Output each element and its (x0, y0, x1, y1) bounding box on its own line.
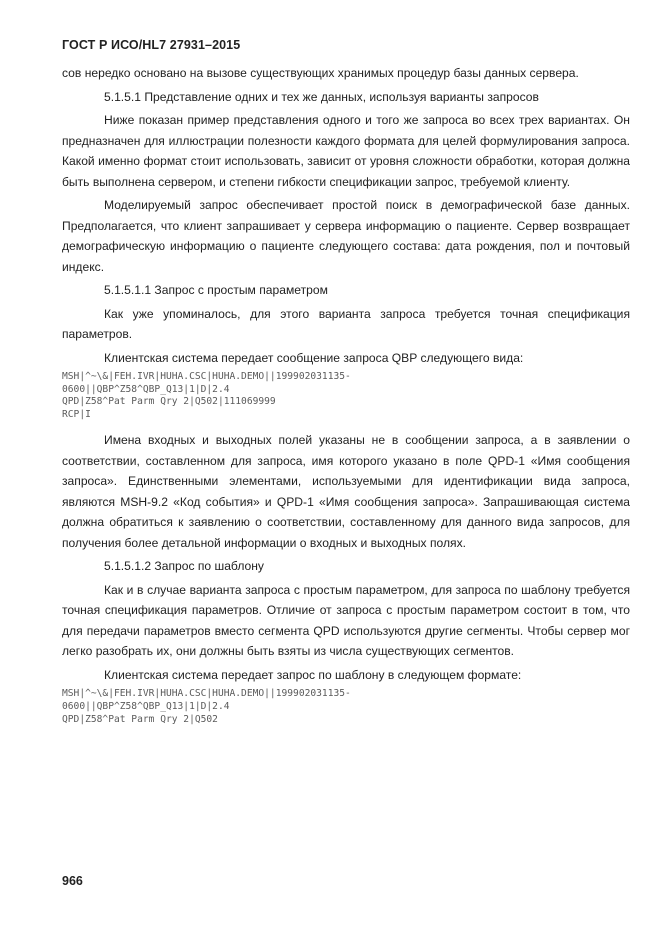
code-block-qbp-message: MSH|^~\&|FEH.IVR|HUHA.CSC|HUHA.DEMO||199902031135- 0600||QBP^Z58^QBP_Q13|1|D|2.4 QPD|Z58^Pat Parm Qry 2|Q502|111069999 RCP|I (62, 371, 351, 420)
section-heading-5-1-5-1-2: 5.1.5.1.2 Запрос по шаблону (104, 559, 264, 574)
paragraph-qbp-intro: Клиентская система передает сообщение запроса QBP следующего вида: (104, 350, 524, 365)
section-heading-5-1-5-1-1: 5.1.5.1.1 Запрос с простым параметром (104, 283, 328, 297)
paragraph-field-names: Имена входных и выходных полей указаны не в сообщении запроса, а в заявлении о соответствии, составленном для запроса, имя которого указано в поле QPD-1 «Имя сообщения запроса». Единственными элементами, используемыми для идентификации вида запроса, являются MSH-9.2 «Код события» и QPD-1 «Имя сообщения запроса». Запрашивающая система должна обратиться к заявлению о соответствии, составленному для данного вида запросов, для получения более детальной информации о входных и выходных полях. (62, 433, 630, 550)
paragraph-continuation: сов нередко основано на вызове существующих хранимых процедур базы данных сервера. (62, 66, 579, 80)
paragraph-template-intro: Клиентская система передает запрос по шаблону в следующем формате: (104, 667, 522, 682)
document-body (62, 63, 630, 735)
section-heading-5-1-5-1: 5.1.5.1 Представление одних и тех же данных, используя варианты запросов (104, 89, 539, 104)
page-number: 966 (62, 874, 83, 888)
document-header: ГОСТ Р ИСО/HL7 27931–2015 (62, 38, 241, 52)
code-block-template-message: MSH|^~\&|FEH.IVR|HUHA.CSC|HUHA.DEMO||199902031135- 0600||QBP^Z58^QBP_Q13|1|D|2.4 QPD|Z58^Pat Parm Qry 2|Q502 (62, 688, 351, 725)
paragraph-demographic-query: Моделируемый запрос обеспечивает простой поиск в демографической базе данных. Предполагается, что клиент запрашивает у сервера информацию о пациенте. Сервер возвращает демографическую информацию о пациенте следующего состава: дата рождения, пол и почтовый индекс. (62, 198, 630, 274)
paragraph-template-query: Как и в случае варианта запроса с простым параметром, для запроса по шаблону требуется точная спецификация параметров. Отличие от запроса с простым параметром состоит в том, что для передачи параметров вместо сегмента QPD используются другие сегменты. Чтобы сервер мог легко разобрать их, они должны быть взяты из числа существующих сегментов. (62, 582, 630, 659)
paragraph-parameter-spec: Как уже упоминалось, для этого варианта запроса требуется точная спецификация параметров. (62, 306, 630, 341)
paragraph-query-variants: Ниже показан пример представления одного и того же запроса во всех трех вариантах. Он предназначен для иллюстрации полезности каждого формата для целей формулирования запроса. Какой именно формат стоит использовать, зависит от уровня сложности обработки, которая должна быть выполнена сервером, и степени гибкости спецификации запрос, требуемой клиенту. (62, 113, 630, 189)
